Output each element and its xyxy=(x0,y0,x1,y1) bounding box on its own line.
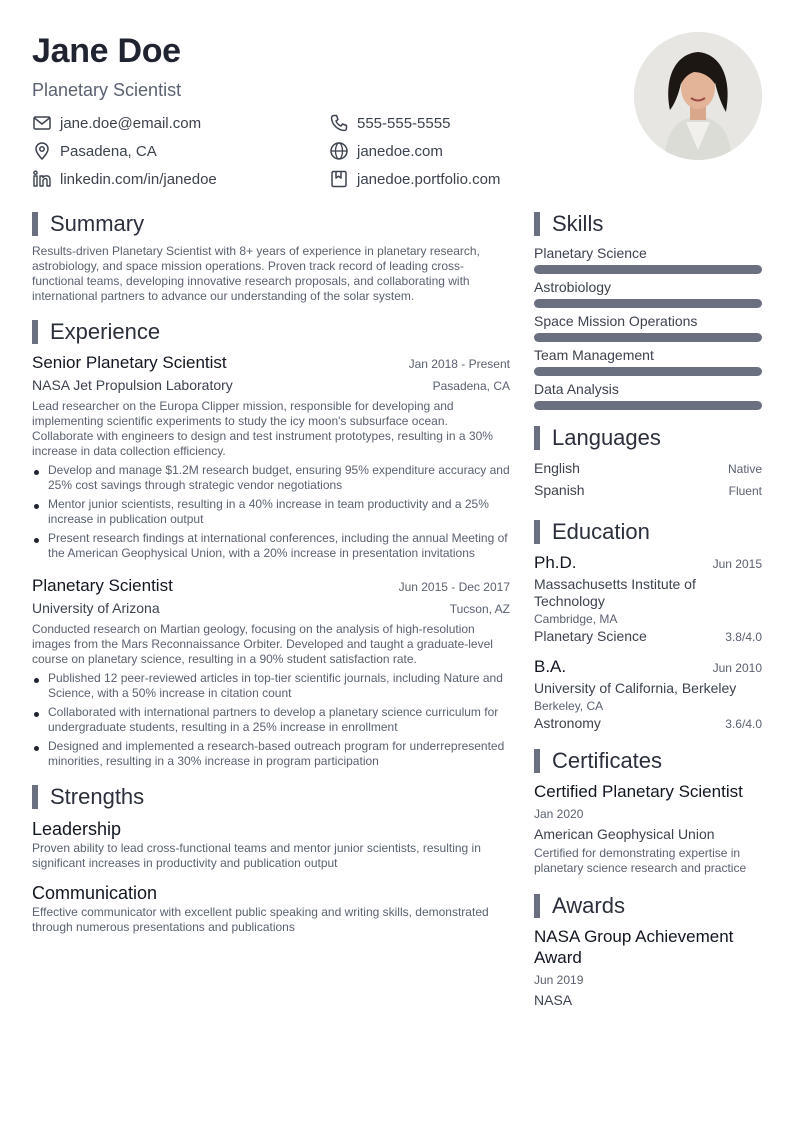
certificates-heading-text: Certificates xyxy=(552,748,663,773)
section-accent-bar xyxy=(534,894,540,918)
skill-level-bar xyxy=(534,265,762,274)
profile-portrait-image xyxy=(634,32,762,160)
contact-location xyxy=(32,140,157,162)
candidate-name: Jane Doe xyxy=(32,32,181,70)
skill-label: Planetary Science xyxy=(534,245,647,261)
contact-location-text: Pasadena, CA xyxy=(60,142,157,160)
awards-heading xyxy=(534,892,762,920)
languages-list xyxy=(534,458,762,502)
certificate-item xyxy=(534,781,762,876)
contact-linkedin-text: linkedin.com/in/janedoe xyxy=(60,170,217,188)
skill-level-bar xyxy=(534,367,762,376)
award-item xyxy=(534,926,762,1010)
experience-heading-text: Experience xyxy=(50,319,161,344)
contact-website-text: janedoe.com xyxy=(357,142,443,160)
skill-level-bar xyxy=(534,333,762,342)
education-heading-text: Education xyxy=(552,519,650,544)
language-item xyxy=(534,458,762,480)
section-accent-bar xyxy=(534,212,540,236)
contact-portfolio[interactable] xyxy=(329,168,500,190)
field-of-study: Planetary Science xyxy=(534,628,647,644)
experience-item xyxy=(32,352,510,561)
mail-icon xyxy=(32,113,52,133)
summary-heading-text: Summary xyxy=(50,211,145,236)
award-date: Jun 2019 xyxy=(534,973,584,987)
skill-label: Astrobiology xyxy=(534,279,612,295)
education-item xyxy=(534,552,762,644)
strength-item xyxy=(32,817,510,871)
gpa: 3.6/4.0 xyxy=(725,717,762,731)
school-location: Berkeley, CA xyxy=(534,699,604,713)
skills-heading-text: Skills xyxy=(552,211,604,236)
education-heading xyxy=(534,518,762,546)
strengths-heading xyxy=(32,783,510,811)
resume-header xyxy=(32,30,592,102)
strength-text: Effective communicator with excellent public speaking and writing skills, demonstrated through numerous presentations and publications xyxy=(32,905,489,934)
job-bullet: Collaborated with international partners to develop a planetary science curriculum for undergraduate students, resulting in a 25% increase in enrollment xyxy=(32,705,510,735)
contact-email[interactable] xyxy=(32,112,201,134)
certificate-description: Certified for demonstrating expertise in planetary science research and practice xyxy=(534,846,747,875)
left-column xyxy=(32,210,510,945)
awards-heading-text: Awards xyxy=(552,893,625,918)
strength-title: Leadership xyxy=(32,819,122,839)
job-bullet: Present research findings at international conferences, including the annual Meeting of the American Geophysical Union, with a 20% increase in presentation invitations xyxy=(32,531,510,561)
contact-linkedin[interactable] xyxy=(32,168,217,190)
languages-heading-text: Languages xyxy=(552,425,661,450)
phone-icon xyxy=(329,113,349,133)
strength-text: Proven ability to lead cross-functional teams and mentor junior scientists, resulting in significant increases in productivity and publication output xyxy=(32,841,481,870)
section-accent-bar xyxy=(32,320,38,344)
award-issuer: NASA xyxy=(534,992,573,1008)
language-name: English xyxy=(534,460,580,476)
certificate-issuer: American Geophysical Union xyxy=(534,826,715,842)
language-level: Native xyxy=(727,462,762,476)
certificate-title: Certified Planetary Scientist xyxy=(534,782,743,801)
skill-level-bar xyxy=(534,401,762,410)
language-name: Spanish xyxy=(534,482,585,498)
job-description: Lead researcher on the Europa Clipper mission, responsible for developing and implementing scientific experiments to study the icy moon's subsurface ocean. Collaborate with engineers to design and test instrument prototypes, resulting in a 30% increase in data collection efficiency. xyxy=(32,399,493,458)
job-bullets xyxy=(32,671,510,769)
languages-heading xyxy=(534,424,762,452)
contact-website[interactable] xyxy=(329,140,443,162)
summary-heading xyxy=(32,210,510,238)
contact-phone[interactable] xyxy=(329,112,450,134)
job-company: University of Arizona xyxy=(32,600,160,616)
profile-photo xyxy=(634,32,762,160)
portfolio-bookmark-icon xyxy=(329,169,349,189)
skill-label: Space Mission Operations xyxy=(534,313,698,329)
section-accent-bar xyxy=(534,749,540,773)
strengths-heading-text: Strengths xyxy=(50,784,145,809)
section-accent-bar xyxy=(32,212,38,236)
skill-level-bar xyxy=(534,299,762,308)
strength-item xyxy=(32,881,510,935)
job-location: Pasadena, CA xyxy=(432,379,510,393)
degree: Ph.D. xyxy=(534,553,577,572)
certificates-heading xyxy=(534,747,762,775)
contact-email-text: jane.doe@email.com xyxy=(60,114,202,132)
language-item xyxy=(534,480,762,502)
education-date: Jun 2015 xyxy=(712,557,762,571)
job-title: Senior Planetary Scientist xyxy=(32,353,227,372)
experience-heading xyxy=(32,318,510,346)
linkedin-icon xyxy=(32,169,52,189)
school-name: Massachusetts Institute of Technology xyxy=(534,576,696,609)
strength-title: Communication xyxy=(32,883,158,903)
candidate-title: Planetary Scientist xyxy=(32,80,182,100)
education-item xyxy=(534,656,762,731)
job-bullet: Designed and implemented a research-based outreach program for underrepresented minorities, resulting in a 30% increase in program participation xyxy=(32,739,510,769)
job-dates: Jan 2018 - Present xyxy=(408,357,510,371)
school-name: University of California, Berkeley xyxy=(534,680,737,696)
job-company: NASA Jet Propulsion Laboratory xyxy=(32,377,233,393)
school-location: Cambridge, MA xyxy=(534,612,618,626)
award-title: NASA Group Achievement Award xyxy=(534,927,734,967)
section-accent-bar xyxy=(534,520,540,544)
field-of-study: Astronomy xyxy=(534,715,601,731)
job-bullets xyxy=(32,463,510,561)
job-bullet: Mentor junior scientists, resulting in a 40% increase in team productivity and a 25% increase in publication output xyxy=(32,497,510,527)
skill-label: Data Analysis xyxy=(534,381,619,397)
right-column xyxy=(534,210,762,1010)
globe-icon xyxy=(329,141,349,161)
section-accent-bar xyxy=(32,785,38,809)
contact-phone-text: 555-555-5555 xyxy=(357,114,451,132)
location-pin-icon xyxy=(32,141,52,161)
contact-portfolio-text: janedoe.portfolio.com xyxy=(357,170,501,188)
degree: B.A. xyxy=(534,657,567,676)
language-level: Fluent xyxy=(728,484,762,498)
job-title: Planetary Scientist xyxy=(32,576,173,595)
skill-label: Team Management xyxy=(534,347,654,363)
job-description: Conducted research on Martian geology, focusing on the analysis of high-resolution images from the Mars Reconnaissance Orbiter. Developed and taught a graduate-level course on planetary science, resulting in a 90% student satisfaction rate. xyxy=(32,622,493,666)
job-bullet: Develop and manage $1.2M research budget, ensuring 95% expenditure accuracy and 25% cost savings through strategic vendor negotiations xyxy=(32,463,510,493)
skills-heading xyxy=(534,210,762,238)
education-date: Jun 2010 xyxy=(712,661,762,675)
job-bullet: Published 12 peer-reviewed articles in top-tier scientific journals, including Nature and Science, with a 50% increase in citation count xyxy=(32,671,510,701)
job-location: Tucson, AZ xyxy=(449,602,510,616)
experience-item xyxy=(32,575,510,769)
summary-text: Results-driven Planetary Scientist with 8+ years of experience in planetary research, astrobiology, and space mission operations. Proven track record of leading cross-functional teams, developing innovative research proposals, and collaborating with international partners to advance our understanding of the solar system. xyxy=(32,244,480,303)
section-accent-bar xyxy=(534,426,540,450)
gpa: 3.8/4.0 xyxy=(725,630,762,644)
skills-list xyxy=(534,244,762,410)
certificate-date: Jan 2020 xyxy=(534,807,584,821)
job-dates: Jun 2015 - Dec 2017 xyxy=(398,580,510,594)
